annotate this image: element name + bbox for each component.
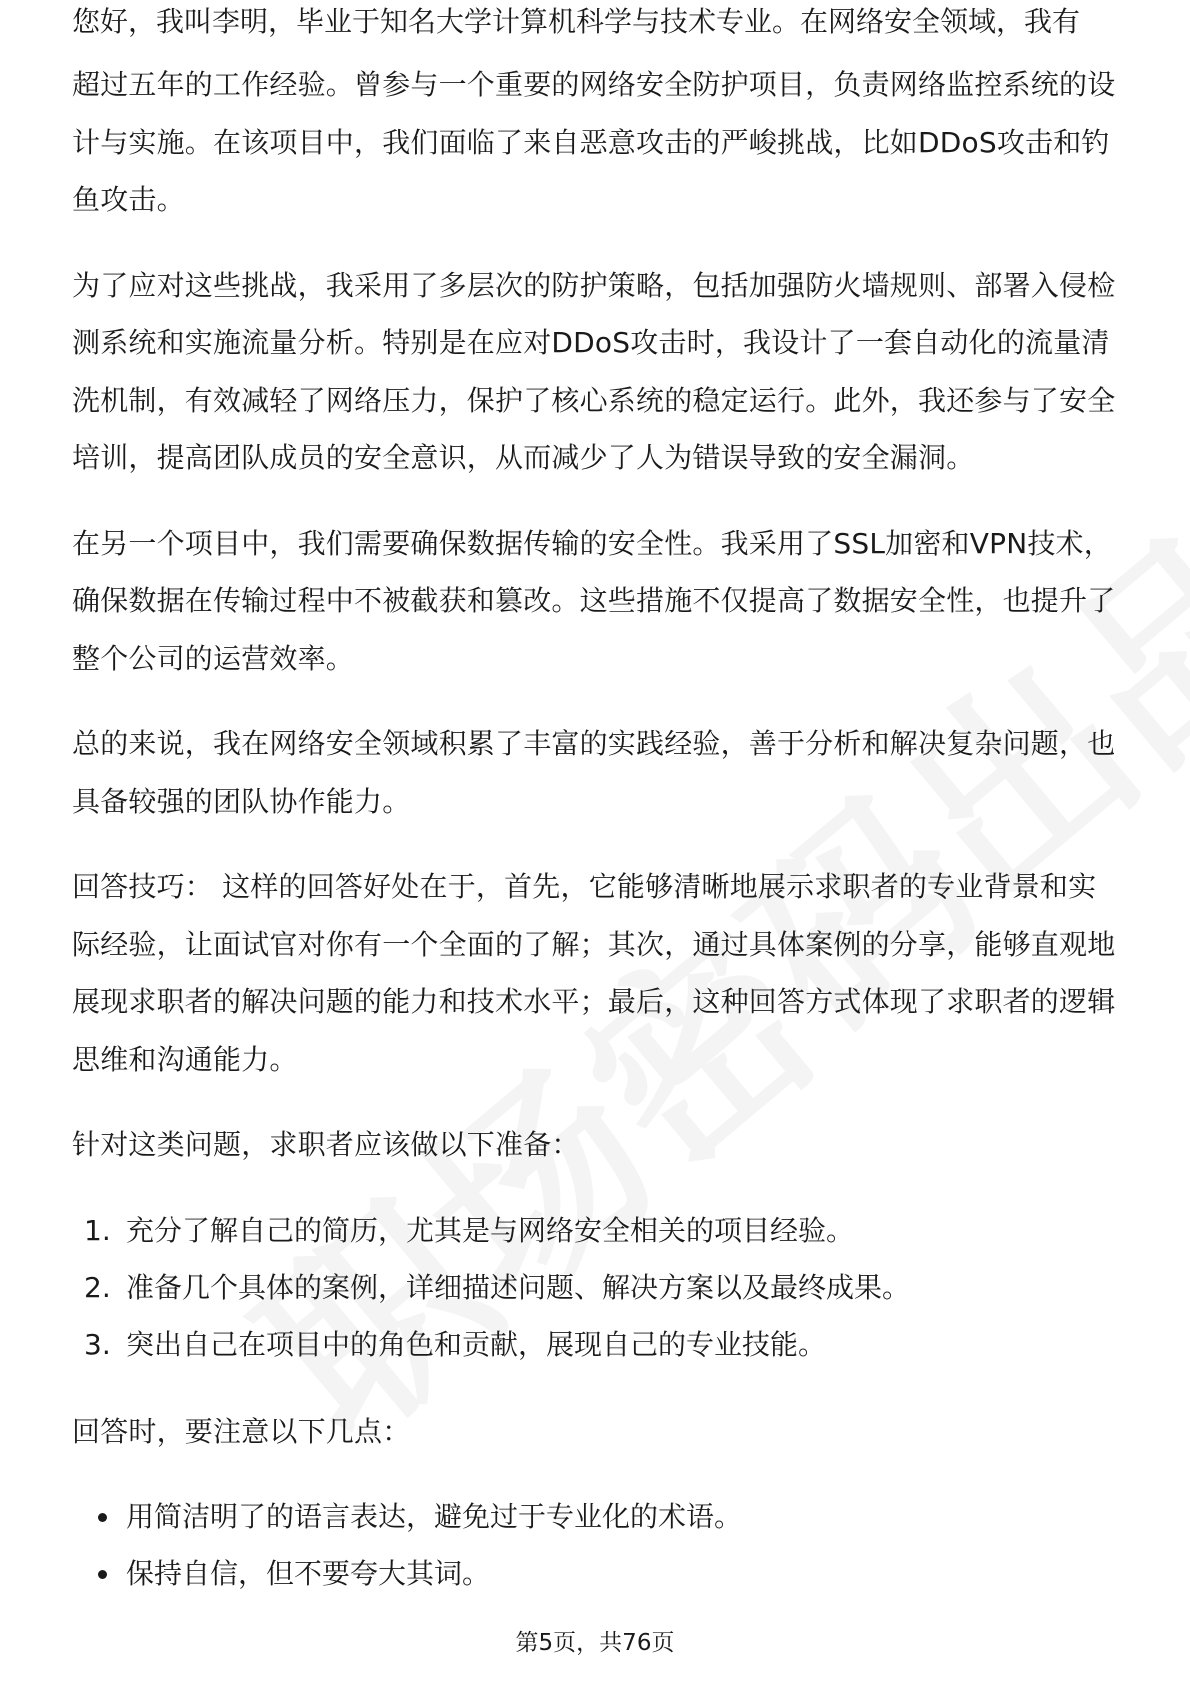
list-item-text: 保持自信，但不要夸大其词。	[126, 1557, 491, 1590]
bullet-icon	[98, 1570, 107, 1579]
paragraph-prep-intro: 针对这类问题，求职者应该做以下准备：	[72, 1128, 580, 1161]
list-item-text: 用简洁明了的语言表达，避免过于专业化的术语。	[126, 1500, 743, 1533]
list-item-text: 突出自己在项目中的角色和贡献，展现自己的专业技能。	[126, 1327, 827, 1361]
document-page	[72, 0, 1122, 1632]
list-item	[72, 1259, 1122, 1316]
paragraph-notes-intro: 回答时，要注意以下几点：	[72, 1414, 411, 1448]
paragraph-data-security: 在另一个项目中，我们需要确保数据传输的安全性。我采用了SSL加密和VPN技术，确保数据在传输过程中不被截获和篡改。这些措施不仅提高了数据安全性，也提升了整个公司的运营效率。	[72, 526, 1116, 675]
page-number: 第5页，共76页	[515, 1630, 675, 1656]
notes-list	[72, 1488, 1122, 1602]
list-item-text: 准备几个具体的案例，详细描述问题、解决方案以及最终成果。	[126, 1270, 911, 1304]
list-item	[72, 1488, 1122, 1545]
list-item-text: 充分了解自己的简历，尤其是与网络安全相关的项目经验。	[126, 1213, 855, 1247]
list-item	[72, 1202, 1122, 1259]
paragraph-strategy: 为了应对这些挑战，我采用了多层次的防护策略，包括加强防火墙规则、部署入侵检测系统和实施流量分析。特别是在应对DDoS攻击时，我设计了一套自动化的流量清洗机制，有效减轻了网络压力，保护了核心系统的稳定运行。此外，我还参与了安全培训，提高团队成员的安全意识，从而减少了人为错误导致的安全漏洞。	[72, 268, 1116, 474]
cut-top-line-text: 您好，我叫李明，毕业于知名大学计算机科学与技术专业。在网络安全领域，我有	[72, 5, 1081, 38]
paragraph-answer-tips: 回答技巧： 这样的回答好处在于，首先，它能够清晰地展示求职者的专业背景和实际经验，让面试官对你有一个全面的了解；其次，通过具体案例的分享，能够直观地展现求职者的解决问题的能力和技术水平；最后，这种回答方式体现了求职者的逻辑思维和沟通能力。	[72, 870, 1116, 1076]
cut-top-line	[72, 0, 1122, 56]
list-item-number: 2.	[84, 1270, 111, 1304]
list-item	[72, 1545, 1122, 1602]
list-item	[72, 1316, 1122, 1373]
list-item-number: 3.	[84, 1327, 111, 1361]
paragraph-summary: 总的来说，我在网络安全领域积累了丰富的实践经验，善于分析和解决复杂问题，也具备较强的团队协作能力。	[72, 727, 1116, 818]
list-item-number: 1.	[84, 1213, 111, 1247]
bullet-icon	[98, 1513, 107, 1522]
prep-list	[72, 1202, 1122, 1373]
paragraph-experience: 超过五年的工作经验。曾参与一个重要的网络安全防护项目，负责网络监控系统的设计与实施。在该项目中，我们面临了来自恶意攻击的严峻挑战，比如DDoS攻击和钓鱼攻击。	[72, 68, 1116, 216]
